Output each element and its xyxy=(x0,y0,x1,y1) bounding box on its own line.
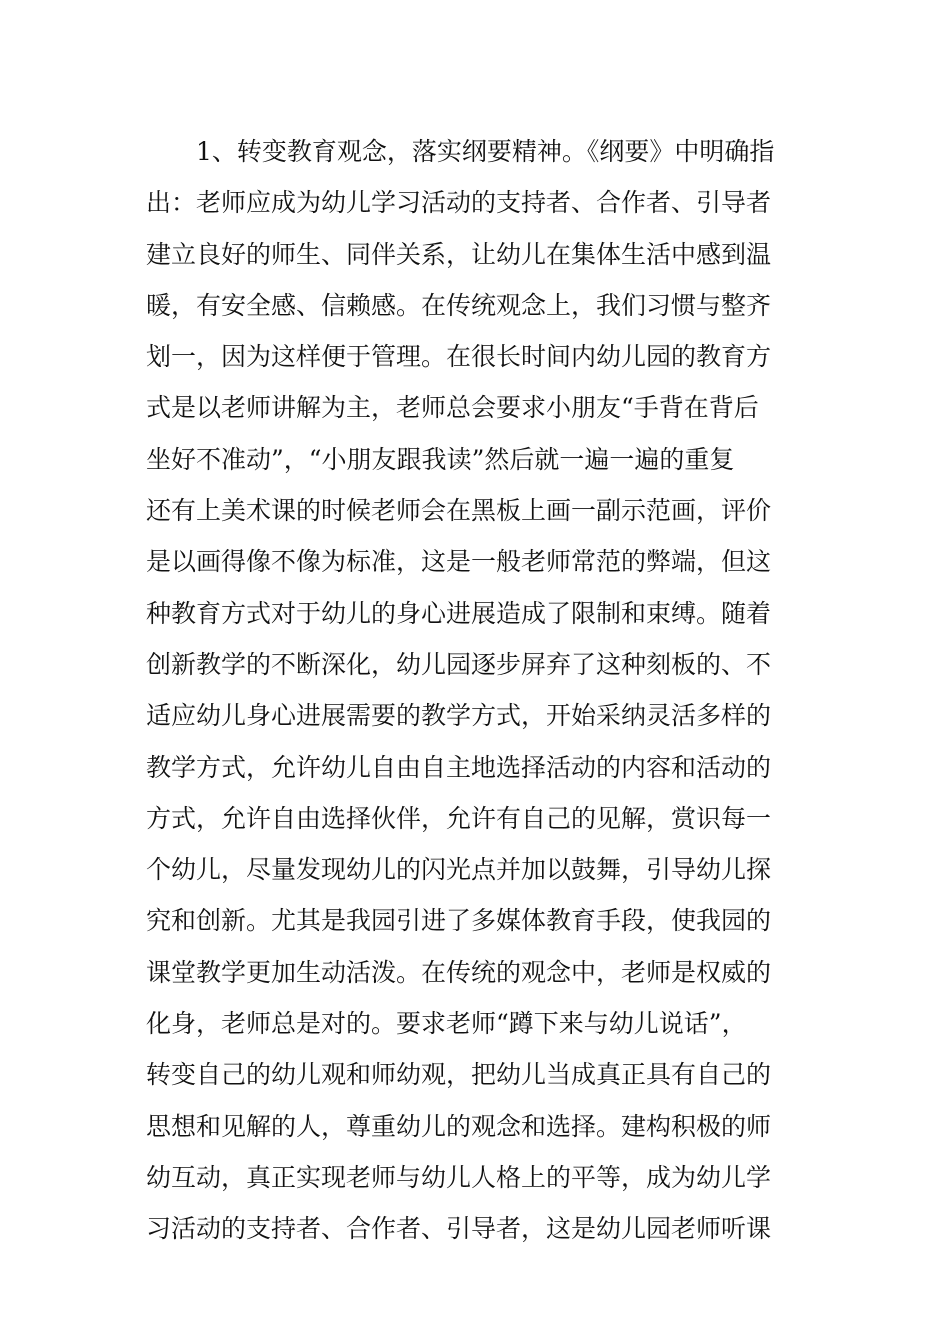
paragraph-line-3: 建立良好的师生、同伴关系，让幼儿在集体生活中感到温 xyxy=(146,239,772,269)
paragraph-line-13: 教学方式，允许幼儿自由自主地选择活动的内容和活动的 xyxy=(146,752,772,782)
paragraph-line-15: 个幼儿，尽量发现幼儿的闪光点并加以鼓舞，引导幼儿探 xyxy=(146,855,772,885)
paragraph-line-9: 是以画得像不像为标准，这是一般老师常范的弊端，但这 xyxy=(146,547,772,577)
paragraph-line-12: 适应幼儿身心进展需要的教学方式，开始采纳灵活多样的 xyxy=(146,701,772,731)
paragraph-line-21: 幼互动，真正实现老师与幼儿人格上的平等，成为幼儿学 xyxy=(146,1162,772,1192)
paragraph-line-20: 思想和见解的人，尊重幼儿的观念和选择。建构积极的师 xyxy=(146,1111,772,1141)
paragraph-line-1: 1、转变教育观念，落实纲要精神。《纲要》中明确指 xyxy=(196,137,775,166)
paragraph-line-19: 转变自己的幼儿观和师幼观，把幼儿当成真正具有自己的 xyxy=(146,1060,772,1090)
paragraph-line-16: 究和创新。尤其是我园引进了多媒体教育手段，使我园的 xyxy=(146,906,772,936)
paragraph-line-11: 创新教学的不断深化，幼儿园逐步屏弃了这种刻板的、不 xyxy=(146,649,772,679)
body-paragraph xyxy=(146,126,806,1255)
paragraph-line-10: 种教育方式对于幼儿的身心进展造成了限制和束缚。随着 xyxy=(146,598,772,628)
paragraph-line-5: 划一，因为这样便于管理。在很长时间内幼儿园的教育方 xyxy=(146,342,772,372)
paragraph-line-8: 还有上美术课的时候老师会在黑板上画一副示范画，评价 xyxy=(146,496,772,526)
paragraph-line-14: 方式，允许自由选择伙伴，允许有自己的见解，赏识每一 xyxy=(146,803,772,833)
paragraph-line-22: 习活动的支持者、合作者、引导者，这是幼儿园老师听课 xyxy=(146,1214,772,1244)
paragraph-line-2: 出：老师应成为幼儿学习活动的支持者、合作者、引导者 xyxy=(146,188,772,218)
paragraph-line-6: 式是以老师讲解为主，老师总会要求小朋友“手背在背后 xyxy=(146,393,759,423)
paragraph-line-4: 暖，有安全感、信赖感。在传统观念上，我们习惯与整齐 xyxy=(146,290,772,320)
paragraph-line-18: 化身，老师总是对的。要求老师“蹲下来与幼儿说话”， xyxy=(146,1009,747,1039)
paragraph-line-17: 课堂教学更加生动活泼。在传统的观念中，老师是权威的 xyxy=(146,957,772,987)
paragraph-line-7: 坐好不准动”，“小朋友跟我读”然后就一遍一遍的重复 xyxy=(146,444,735,474)
